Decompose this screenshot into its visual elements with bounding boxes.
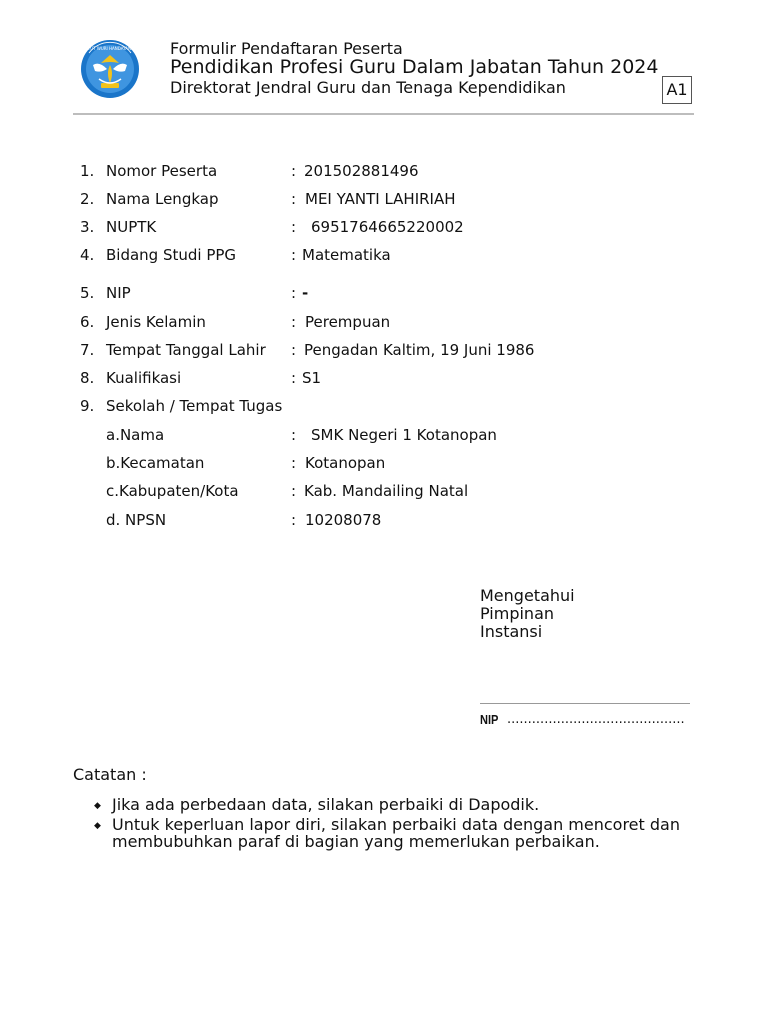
field-number: 4.: [80, 246, 95, 264]
signature-title-line2: Instansi: [480, 622, 543, 641]
field-row: [0, 367, 768, 389]
subfield-row: [0, 480, 768, 502]
subfield-value: Kotanopan: [305, 454, 386, 472]
field-row: [0, 339, 768, 361]
field-row: [0, 244, 768, 266]
nip-label: NIP: [480, 712, 499, 727]
header-divider: [73, 113, 694, 115]
field-label: Bidang Studi PPG: [106, 246, 237, 264]
field-colon: :: [291, 218, 297, 236]
subfield-colon: :: [291, 454, 297, 472]
subfield-colon: :: [291, 482, 297, 500]
subfield-value: Kab. Mandailing Natal: [304, 482, 469, 500]
subfield-row: [0, 424, 768, 446]
field-colon: :: [291, 341, 297, 359]
field-label: NIP: [106, 284, 131, 302]
tut-wuri-handayani-logo: [79, 39, 141, 99]
signature-title-line1: Pimpinan: [480, 604, 555, 623]
field-value: -: [302, 284, 309, 302]
field-row: [0, 188, 768, 210]
field-label: Nama Lengkap: [106, 190, 219, 208]
nip-blank: ...........................................: [507, 712, 685, 727]
field-label: Tempat Tanggal Lahir: [106, 341, 266, 359]
subfield-label: a.Nama: [106, 426, 165, 444]
field-number: 8.: [80, 369, 95, 387]
form-title: Formulir Pendaftaran Peserta: [170, 39, 403, 58]
form-code-box: A1: [662, 76, 692, 104]
field-number: 1.: [80, 162, 95, 180]
field-number: 6.: [80, 313, 95, 331]
field-colon: :: [291, 162, 297, 180]
field-value: MEI YANTI LAHIRIAH: [305, 190, 456, 208]
field-number: 5.: [80, 284, 95, 302]
field-label: Kualifikasi: [106, 369, 182, 387]
subfield-row: [0, 509, 768, 531]
field-colon: :: [291, 190, 297, 208]
field-colon: :: [291, 284, 297, 302]
field-label: Sekolah / Tempat Tugas: [106, 397, 283, 415]
subfield-colon: :: [291, 426, 297, 444]
signature-acknowledged: Mengetahui: [480, 586, 575, 605]
field-value: Matematika: [302, 246, 391, 264]
note-item-continuation: membubuhkan paraf di bagian yang memerlukan perbaikan.: [112, 832, 600, 851]
subfield-value: SMK Negeri 1 Kotanopan: [311, 426, 497, 444]
note-item: Untuk keperluan lapor diri, silakan perbaiki data dengan mencoret dan: [112, 815, 680, 834]
field-colon: :: [291, 369, 297, 387]
field-row: [0, 282, 768, 304]
notes-title: Catatan :: [73, 765, 147, 784]
signature-line: [480, 703, 690, 704]
subfield-label: b.Kecamatan: [106, 454, 205, 472]
field-value: Pengadan Kaltim, 19 Juni 1986: [304, 341, 535, 359]
field-number: 9.: [80, 397, 95, 415]
subfield-label: d. NPSN: [106, 511, 167, 529]
program-title: Pendidikan Profesi Guru Dalam Jabatan Tahun 2024: [170, 56, 659, 78]
subfield-value: 10208078: [305, 511, 382, 529]
subfield-colon: :: [291, 511, 297, 529]
field-label: NUPTK: [106, 218, 157, 236]
field-colon: :: [291, 246, 297, 264]
field-colon: :: [291, 313, 297, 331]
logo-text: TUT WURI HANDAYANI: [87, 46, 133, 51]
field-label: Nomor Peserta: [106, 162, 218, 180]
field-row: [0, 311, 768, 333]
field-number: 7.: [80, 341, 95, 359]
field-row: [0, 160, 768, 182]
field-row: [0, 216, 768, 238]
field-value: Perempuan: [305, 313, 391, 331]
bullet-icon: ◆: [94, 821, 101, 831]
subfield-row: [0, 452, 768, 474]
field-number: 3.: [80, 218, 95, 236]
field-value: S1: [302, 369, 322, 387]
subfield-label: c.Kabupaten/Kota: [106, 482, 239, 500]
field-row: [0, 395, 768, 417]
field-label: Jenis Kelamin: [106, 313, 206, 331]
field-value: 6951764665220002: [311, 218, 464, 236]
note-item: Jika ada perbedaan data, silakan perbaiki di Dapodik.: [112, 795, 540, 814]
field-value: 201502881496: [304, 162, 419, 180]
directorate-name: Direktorat Jendral Guru dan Tenaga Kependidikan: [170, 78, 566, 97]
field-number: 2.: [80, 190, 95, 208]
bullet-icon: ◆: [94, 801, 101, 811]
